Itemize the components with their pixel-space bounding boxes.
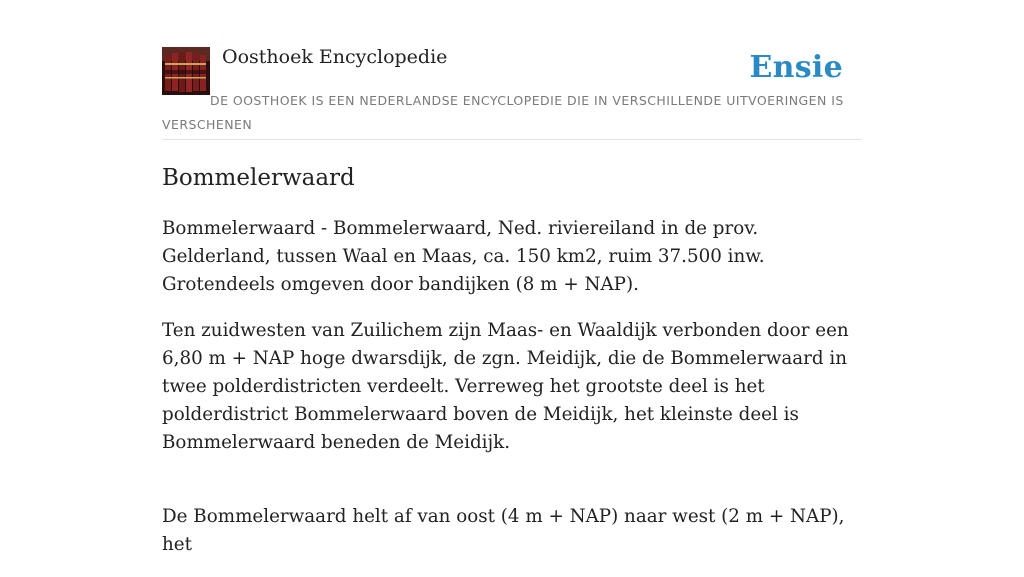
source-header — [162, 0, 862, 140]
source-name-link[interactable]: Oosthoek Encyclopedie — [222, 46, 448, 68]
article-title: Bommelerwaard — [162, 165, 355, 191]
ensie-logo[interactable]: Ensie — [749, 50, 843, 85]
article-body — [162, 215, 862, 577]
source-avatar[interactable] — [162, 47, 210, 95]
article-paragraph: De Bommelerwaard helt af van oost (4 m + NAP) naar west (2 m + NAP), het — [162, 506, 845, 555]
page-container — [162, 0, 862, 555]
book-spines-icon — [162, 47, 210, 95]
article-paragraph: Bommelerwaard - Bommelerwaard, Ned. riviereiland in de prov. Gelderland, tussen Waal en Maas, ca. 150 km2, ruim 37.500 inw. Grotendeels omgeven door bandijken (8 m + NAP). — [162, 218, 765, 295]
source-tagline: DE OOSTHOEK IS EEN NEDERLANDSE ENCYCLOPEDIE DIE IN VERSCHILLENDE UITVOERINGEN IS VERSCHENEN — [162, 93, 844, 132]
article-paragraph: Ten zuidwesten van Zuilichem zijn Maas- en Waaldijk verbonden door een 6,80 m + NAP hoge dwarsdijk, de zgn. Meidijk, die de Bommelerwaard in twee polderdistricten verdeelt. Verreweg het grootste deel is het polderdistrict Bommelerwaard boven de Meidijk, het kleinste deel is Bommelerwaard beneden de Meidijk. — [162, 320, 849, 453]
